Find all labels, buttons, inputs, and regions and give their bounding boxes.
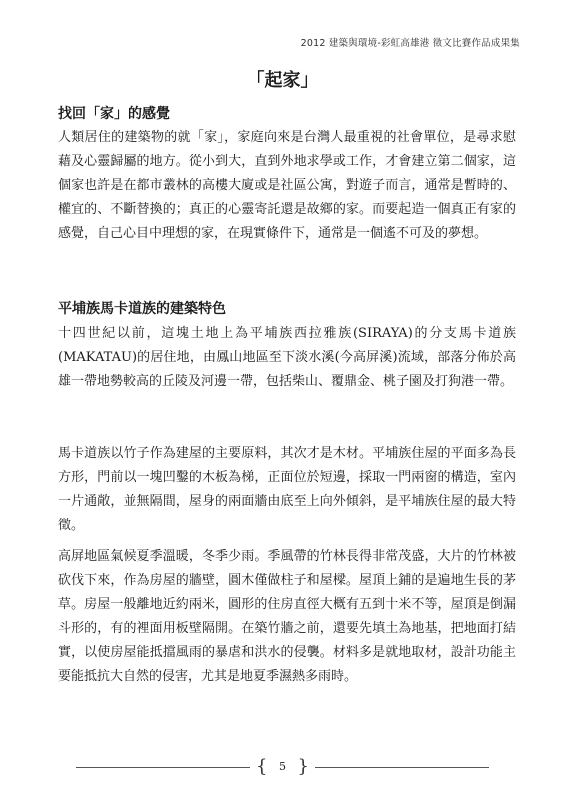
footer-bracket-right: } (297, 756, 309, 777)
page-number: 5 (279, 760, 286, 773)
paragraph: 人類居住的建築物的就「家」，家庭向來是台灣人最重視的社會單位，是尋求慰藉及心靈歸屬的地方。從小到大，直到外地求學或工作，才會建立第二個家，這個家也許是在都市叢林的高樓大廈或是社區公寓，對遊子而言，通常是暫時的、權宜的、不斷替換的；真正的心靈寄託還是故鄉的家。而要起造一個真正有家的感覺，自己心目中理想的家，在現實條件下，通常是一個遙不可及的夢想。 (58, 130, 516, 241)
paragraph: 高屏地區氣候夏季溫暖，冬季少雨。季風帶的竹林長得非常茂盛，大片的竹林被砍伐下來，作為房屋的牆壁，圓木僅做柱子和屋樑。屋頂上鋪的是遍地生長的茅草。房屋一般離地近約兩米，圓形的住房直徑大概有五到十米不等，屋頂是倒漏斗形的，有的裡面用板壁隔開。在築竹牆之前，還要先填土為地基，把地面打結實，以使房屋能抵擋風雨的暴虐和洪水的侵襲。材料多是就地取材，設計功能主要能抵抗大自然的侵害，尤其是地夏季濕熱多雨時。 (58, 549, 516, 684)
footer-bracket-left: { (256, 756, 268, 777)
section-heading-home: 找回「家」的感覺 (58, 106, 170, 122)
paragraph: 馬卡道族以竹子作為建屋的主要原料，其次才是木材。平埔族住屋的平面多為長方形，門前以一塊凹鑿的木板為梯，正面位於短邊，採取一門兩窗的構造，室內一片通敞，並無隔間，屋身的兩面牆由底至上向外傾斜，是平埔族住屋的最大特徵。 (58, 446, 516, 533)
running-header: 2012 建築與環境-彩虹高雄港 徵文比賽作品成果集 (300, 38, 520, 49)
section-architecture-body-3 (58, 545, 516, 689)
section-heading-architecture: 平埔族馬卡道族的建築特色 (58, 301, 226, 317)
page-title: 「起家」 (246, 70, 319, 91)
section-architecture-body-1 (58, 322, 516, 394)
section-home-body (58, 126, 516, 246)
paragraph: 十四世紀以前，這塊土地上為平埔族西拉雅族(SIRAYA)的分支馬卡道族(MAKATAU)的居住地，由鳳山地區至下淡水溪(今高屏溪)流域，部落分佈於高雄一帶地勢較高的丘陵及河邊一帶，包括柴山、覆鼎金、桃子園及打狗港一帶。 (58, 326, 516, 389)
page-footer (76, 756, 489, 780)
section-architecture-body-2 (58, 442, 516, 538)
